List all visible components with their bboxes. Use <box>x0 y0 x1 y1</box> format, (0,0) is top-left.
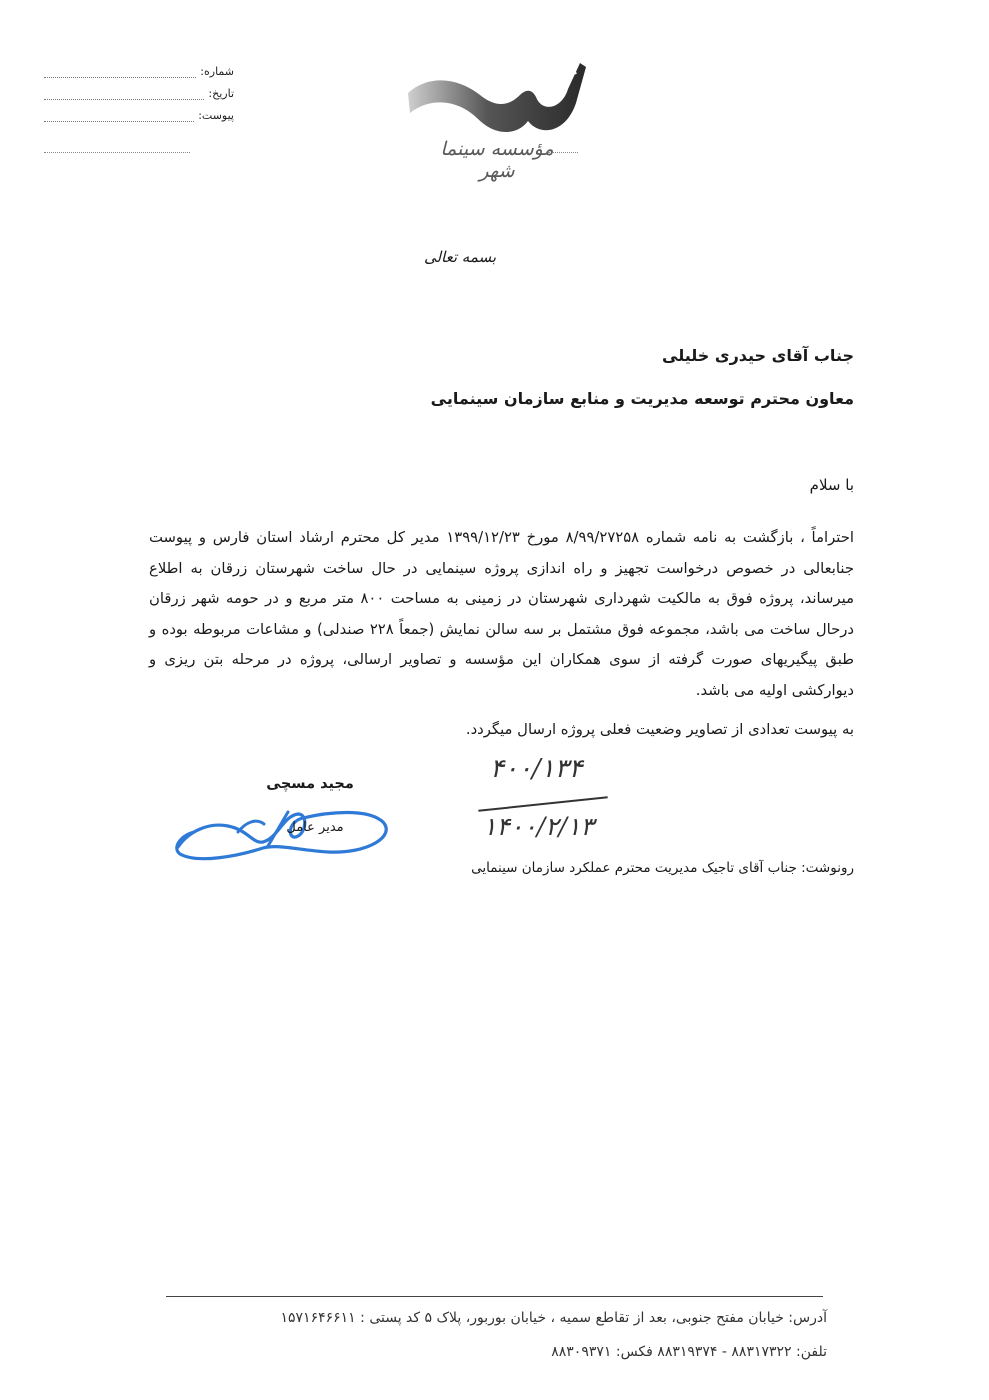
attachment-label: پیوست: <box>198 109 234 122</box>
footer-phone: تلفن: ۸۸۳۱۷۳۲۲ - ۸۸۳۱۹۳۷۴ فکس: ۸۸۳۰۹۳۷۱ <box>551 1344 827 1360</box>
signatory-name: مجید مسچی <box>266 776 354 792</box>
addressee-name: جناب آقای حیدری خلیلی <box>662 346 854 365</box>
number-field <box>44 56 234 78</box>
cc-line: رونوشت: جناب آقای تاجیک مدیریت محترم عملکرد سازمان سینمایی <box>471 860 854 876</box>
letter-body: احتراماً ، بازگشت به نامه شماره ۸/۹۹/۲۷۲۵۸ مورخ ۱۳۹۹/۱۲/۲۳ مدیر کل محترم ارشاد استان فارس و پیوست جنابعالی در خصوص درخواست تجهیز و راه اندازی پروژه سینمایی در حال ساخت شهرستان زرقان به اطلاع میرساند، پروژه فوق به مالکیت شهرداری شهرستان در زمینی به مساحت ۸۰۰ متر مربع و در حومه شهر زرقان درحال ساخت می باشد، مجموعه فوق مشتمل بر سه سالن نمایش (جمعاً ۲۲۸ صندلی) و مشاعات مربوطه بوده و طبق پیگیریهای صورت گرفته از سوی همکاران این مؤسسه و تصاویر ارسالی، پروژه در مرحله بتن ریزی و دیوارکشی اولیه می باشد. <box>149 529 854 699</box>
footer-rule <box>166 1296 823 1297</box>
handwritten-date: ۱۴۰۰/۲/۱۳ <box>483 812 594 841</box>
date-field <box>44 78 234 100</box>
greeting: با سلام <box>809 476 854 494</box>
footer-address: آدرس: خیابان مفتح جنوبی، بعد از تقاطع سمیه ، خیابان بوربور، پلاک ۵ کد پستی : ۱۵۷۱۶۴۶۶۱۱ <box>280 1310 827 1326</box>
attachment-note: به پیوست تعدادی از تصاویر وضعیت فعلی پروژه ارسال میگردد. <box>465 721 854 738</box>
number-line <box>44 65 196 78</box>
attachment-line <box>44 109 194 122</box>
handwritten-number: ۴۰۰/۱۳۴ <box>490 754 583 784</box>
logo-text: مؤسسه سینما شهر <box>440 138 554 182</box>
addressee-title: معاون محترم توسعه مدیریت و منابع سازمان سینمایی <box>430 389 854 408</box>
document-meta <box>44 56 234 122</box>
meta-separator-left <box>44 152 190 153</box>
signatory-title: مدیر عامل <box>286 820 344 835</box>
date-label: تاریخ: <box>208 87 234 100</box>
attachment-field <box>44 100 234 122</box>
number-label: شماره: <box>200 65 234 78</box>
basmala: بسمه تعالی <box>423 248 497 266</box>
handwritten-underline <box>478 796 607 812</box>
date-line <box>44 87 204 100</box>
